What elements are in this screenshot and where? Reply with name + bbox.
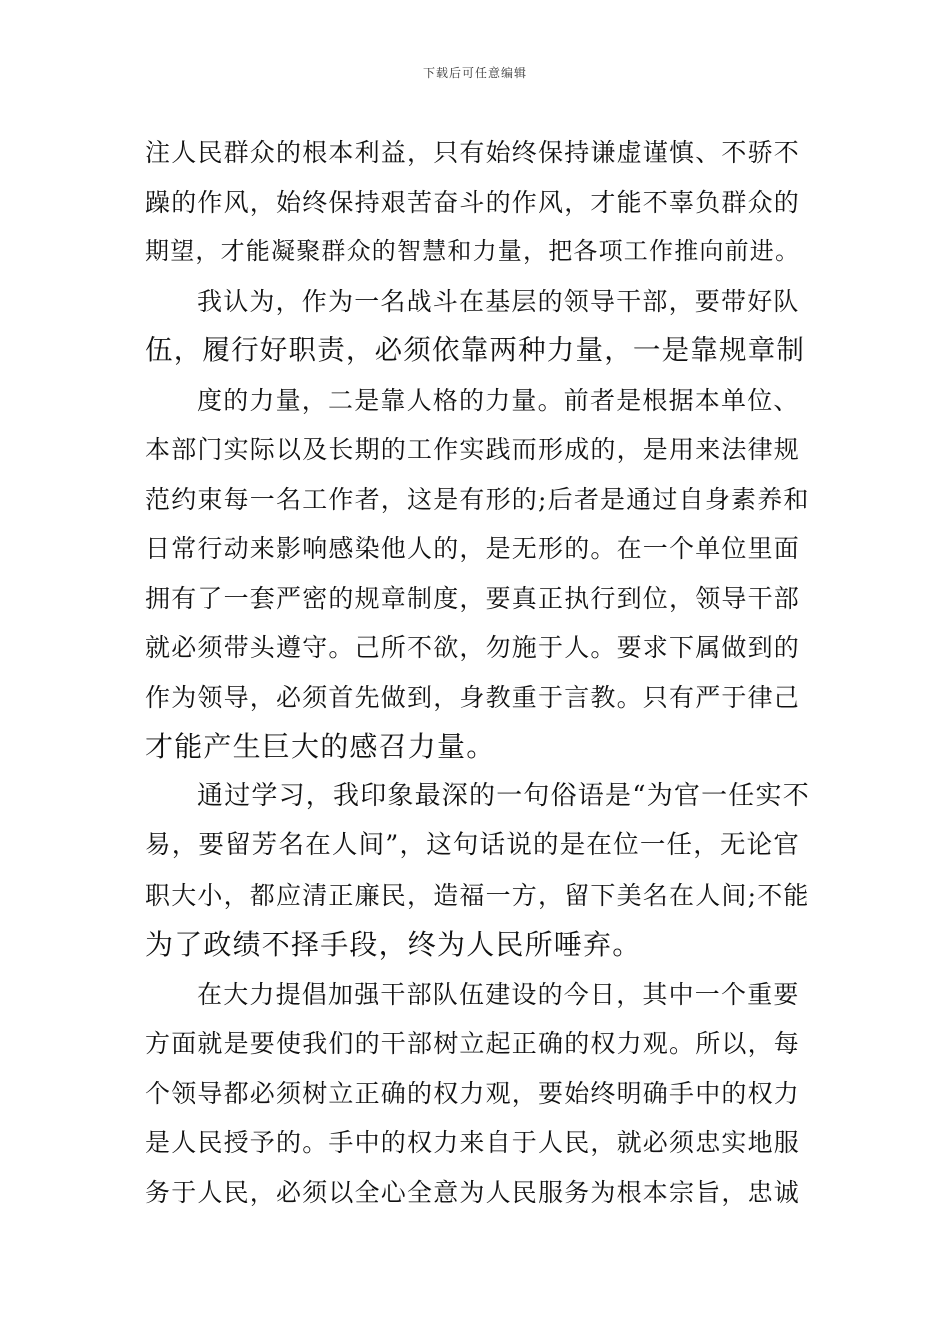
text-line: 度的力量，二是靠人格的力量。前者是根据本单位、 <box>197 385 800 415</box>
text-line: 拥有了一套严密的规章制度，要真正执行到位，领导干部 <box>145 583 801 613</box>
text-line: 职大小，都应清正廉民，造福一方，留下美名在人间;不能 <box>145 880 810 910</box>
text-line: 在大力提倡加强干部队伍建设的今日，其中一个重要 <box>197 979 800 1009</box>
text-line: 通过学习，我印象最深的一句俗语是“为官一任实不 <box>197 780 810 811</box>
text-line: 期望，才能凝聚群众的智慧和力量，把各项工作推向前进。 <box>145 237 801 265</box>
text-line: 作为领导，必须首先做到，身教重于言教。只有严于律己 <box>145 682 801 712</box>
text-line: 就必须带头遵守。己所不欲，勿施于人。要求下属做到的 <box>145 633 801 662</box>
page-header: 下载后可任意编辑 <box>422 66 527 80</box>
text-line: 范约束每一名工作者，这是有形的;后者是通过自身素养和 <box>145 484 810 514</box>
text-line: 躁的作风，始终保持艰苦奋斗的作风，才能不辜负群众的 <box>145 187 801 217</box>
text-line: 易，要留芳名在人间”，这句话说的是在位一任，无论官 <box>145 830 801 860</box>
text-line: 为了政绩不择手段，终为人民所唾弃。 <box>145 928 642 961</box>
text-line: 方面就是要使我们的干部树立起正确的权力观。所以，每 <box>145 1029 801 1058</box>
text-line: 才能产生巨大的感召力量。 <box>145 730 496 763</box>
text-line: 我认为，作为一名战斗在基层的领导干部，要带好队 <box>197 286 800 316</box>
text-line: 个领导都必须树立正确的权力观，要始终明确手中的权力 <box>145 1078 801 1108</box>
text-line: 是人民授予的。手中的权力来自于人民，就必须忠实地服 <box>145 1128 801 1157</box>
text-line: 伍，履行好职责，必须依靠两种力量，一是靠规章制 <box>145 334 806 366</box>
text-line: 务于人民，必须以全心全意为人民服务为根本宗旨，忠诚 <box>145 1177 801 1207</box>
text-line: 日常行动来影响感染他人的，是无形的。在一个单位里面 <box>145 534 801 563</box>
text-line: 本部门实际以及长期的工作实践而形成的，是用来法律规 <box>145 435 801 464</box>
body-text <box>145 128 810 1217</box>
text-line: 注人民群众的根本利益，只有始终保持谦虚谨慎、不骄不 <box>145 138 801 167</box>
